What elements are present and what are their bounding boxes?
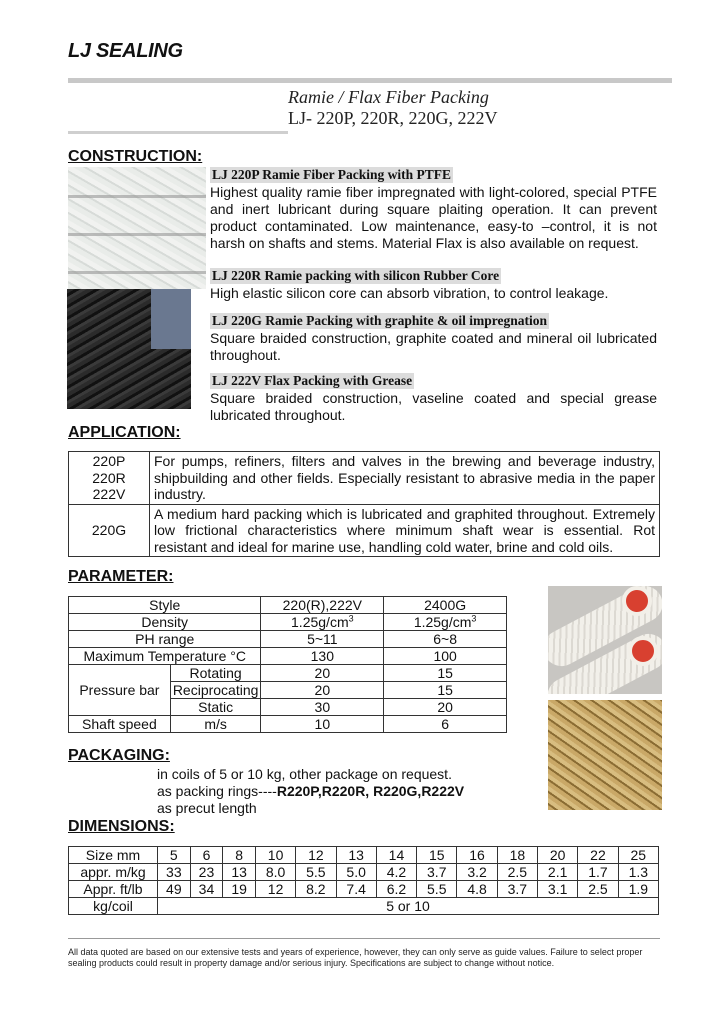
table-cell: 1.9 [618,881,658,898]
entry-title: LJ 220P Ramie Fiber Packing with PTFE [212,167,451,182]
table-cell: 1.3 [618,864,658,881]
table-cell: 15 [417,847,457,864]
table-cell: Rotating [170,665,261,682]
entry-text: Highest quality ramie fiber impregnated with light-colored, special PTFE and inert lubricant during square plaiting operation. It can prevent product contaminated. Low maintenance, easy-to –control, it is not harsh on shafts and stems. Material Flax is also available on request. [210,184,657,251]
table-cell: 20 [261,665,384,682]
construction-entry-220r [210,267,657,302]
construction-heading: CONSTRUCTION: [68,148,203,165]
code-label: 220R [92,469,126,486]
table-cell: 5 [158,847,191,864]
white-ramie-packing-photo [68,167,206,289]
table-cell: 1.7 [578,864,618,881]
brand-title: LJ SEALING [68,40,183,62]
application-heading: APPLICATION: [68,424,181,441]
table-cell: 3.2 [457,864,497,881]
application-description: A medium hard packing which is lubricated and graphited throughout. Extremely low frictional characteristics where minimum shaft wear is essential. Rot resistant and ideal for marine use, handling cold water, brine and cold oils. [150,504,660,557]
table-cell: 12 [296,847,336,864]
table-cell: 22 [578,847,618,864]
table-row [69,452,660,505]
table-cell: 18 [497,847,537,864]
table-cell: 130 [261,648,384,665]
application-codes [69,452,150,505]
black-graphite-packing-photo [67,289,191,409]
table-cell: Maximum Temperature °C [69,648,261,665]
table-cell: 15 [384,682,507,699]
packaging-heading: PACKAGING: [68,747,170,764]
table-cell: Shaft speed [69,716,171,733]
table-cell: 7.4 [336,881,376,898]
packaging-rings-label: as packing rings---- [157,783,277,799]
footer-disclaimer: All data quoted are based on our extensive tests and years of experience, however, they can only serve as guide values. Failure to select proper sealing products could result in property damage and/or serious injury. Specifications are subject to change without notice. [68,947,643,968]
packaging-line-3: as precut length [157,800,257,816]
table-row [69,898,659,915]
parameter-heading: PARAMETER: [68,568,174,585]
table-row [69,716,507,733]
table-cell: Reciprocating [170,682,261,699]
table-cell: 19 [223,881,256,898]
table-cell: 5 or 10 [158,898,659,915]
table-row [69,847,659,864]
flax-packing-photo [548,700,662,810]
table-cell: 100 [384,648,507,665]
table-cell: 5.5 [296,864,336,881]
dimensions-table [68,846,659,915]
application-codes [69,504,150,557]
subtitle-line-1: Ramie / Flax Fiber Packing [288,87,489,107]
table-cell: PH range [69,631,261,648]
table-cell: 6~8 [384,631,507,648]
table-cell: 10 [261,716,384,733]
product-subtitle [288,87,498,129]
table-cell: 20 [538,847,578,864]
table-cell: 13 [336,847,376,864]
entry-title: LJ 222V Flax Packing with Grease [212,373,413,388]
table-cell: 8.2 [296,881,336,898]
table-cell: 2.5 [497,864,537,881]
table-cell: 25 [618,847,658,864]
table-row [69,864,659,881]
table-row [69,665,507,682]
row-label: Size mm [69,847,158,864]
table-cell: 15 [384,665,507,682]
table-cell: 220(R),222V [261,597,384,614]
table-cell: 20 [261,682,384,699]
table-cell: 14 [376,847,416,864]
table-cell: 49 [158,881,191,898]
table-cell: 23 [190,864,223,881]
application-table [68,451,660,557]
table-row [69,614,507,631]
code-label: 220P [92,453,126,469]
table-cell: 12 [255,881,295,898]
footer-rule [68,938,660,939]
table-cell: 2.5 [578,881,618,898]
row-label: Appr. ft/lb [69,881,158,898]
construction-entry-220g [210,312,657,364]
table-row [69,631,507,648]
dimensions-heading: DIMENSIONS: [68,818,175,835]
code-label: 222V [92,486,126,502]
density-exponent: 3 [348,613,354,624]
entry-text: Square braided construction, vaseline coated and special grease lubricated throughout. [210,390,657,423]
subtitle-rule [68,131,288,134]
construction-entry-222v [210,372,657,424]
table-cell: m/s [170,716,261,733]
table-row [69,881,659,898]
table-cell [261,614,384,631]
subtitle-line-2: LJ- 220P, 220R, 220G, 222V [288,108,498,128]
application-description: For pumps, refiners, filters and valves in the brewing and beverage industry, shipbuilding and other fields. Especially resistant to abrasive media in the paper industry. [150,452,660,505]
entry-title: LJ 220G Ramie Packing with graphite & oil impregnation [212,313,548,328]
entry-title: LJ 220R Ramie packing with silicon Rubber Core [212,268,500,283]
table-cell: 20 [384,699,507,716]
table-cell: 3.1 [538,881,578,898]
density-value: 1.25g/cm [413,614,472,630]
table-cell: Static [170,699,261,716]
table-cell: Style [69,597,261,614]
table-cell: 16 [457,847,497,864]
table-cell: 33 [158,864,191,881]
table-cell: Density [69,614,261,631]
table-cell: 8.0 [255,864,295,881]
density-exponent: 3 [471,613,477,624]
table-row [69,597,507,614]
table-cell: 3.7 [417,864,457,881]
table-cell: 2.1 [538,864,578,881]
table-row [69,504,660,557]
row-label: appr. m/kg [69,864,158,881]
table-cell: 6 [384,716,507,733]
table-cell: 30 [261,699,384,716]
table-cell: Pressure bar [69,665,171,716]
table-cell: 5.5 [417,881,457,898]
packaging-line-1: in coils of 5 or 10 kg, other package on request. [157,766,452,782]
packaging-line-2 [157,783,464,800]
code-label: 220G [91,522,127,538]
table-cell: 34 [190,881,223,898]
table-cell: 6 [190,847,223,864]
table-cell: 4.2 [376,864,416,881]
row-label: kg/coil [69,898,158,915]
table-cell: 10 [255,847,295,864]
table-cell: 3.7 [497,881,537,898]
table-cell: 4.8 [457,881,497,898]
table-cell: 6.2 [376,881,416,898]
table-cell: 8 [223,847,256,864]
header-rule [68,78,672,83]
rubber-core-packing-photo [548,586,662,694]
entry-text: High elastic silicon core can absorb vibration, to control leakage. [210,285,609,301]
table-row [69,648,507,665]
table-cell: 13 [223,864,256,881]
construction-entry-220p [210,166,657,252]
packaging-rings-models: R220P,R220R, R220G,R222V [276,783,465,799]
table-cell [384,614,507,631]
table-cell: 5~11 [261,631,384,648]
density-value: 1.25g/cm [291,614,349,630]
table-cell: 2400G [384,597,507,614]
entry-text: Square braided construction, graphite coated and mineral oil lubricated throughout. [210,330,657,363]
table-cell: 5.0 [336,864,376,881]
parameter-table [68,596,507,733]
